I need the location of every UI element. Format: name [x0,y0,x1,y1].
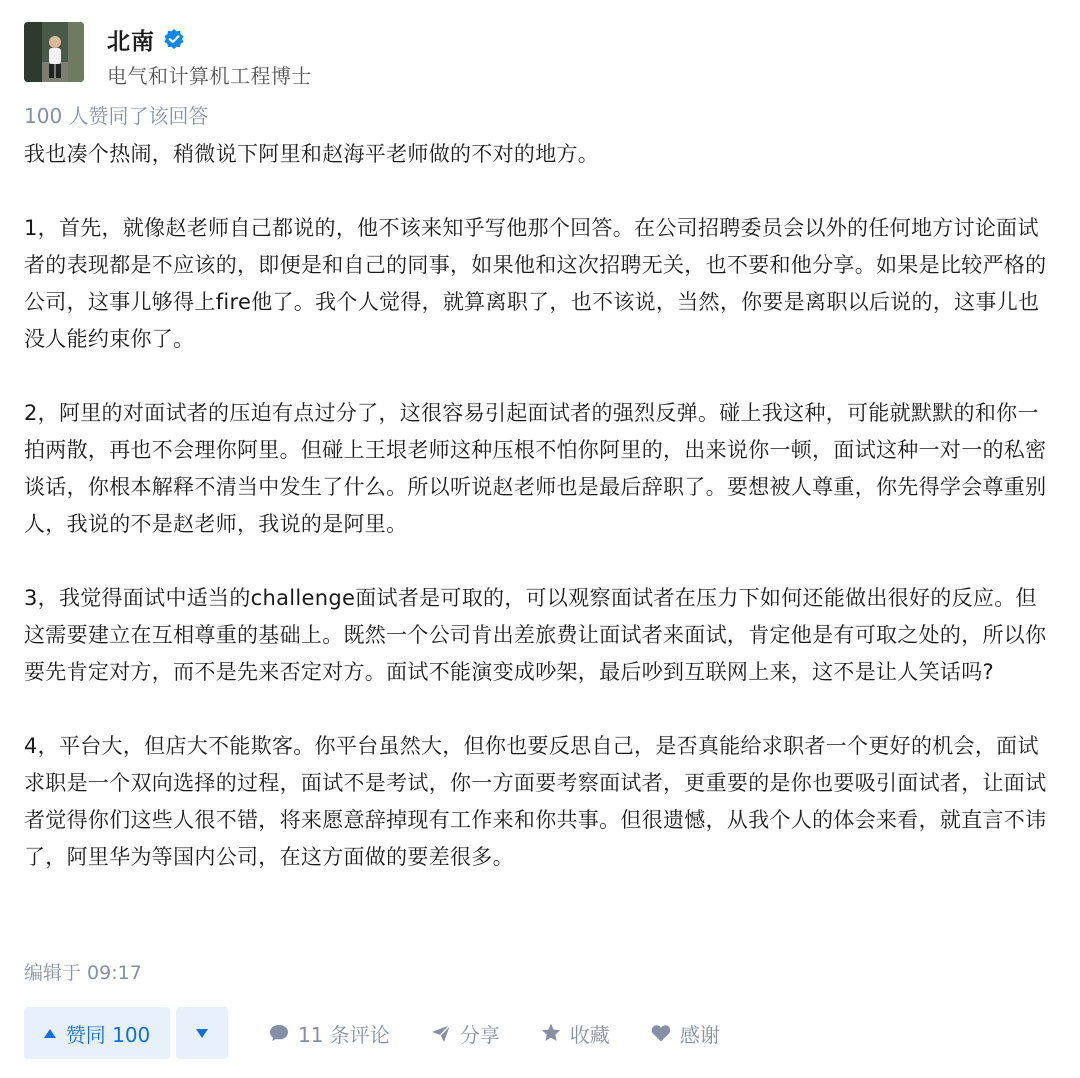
thanks-button[interactable] [650,1019,720,1048]
comment-icon [268,1022,290,1044]
upvote-button[interactable] [24,1007,170,1059]
author-name[interactable]: 北南 [107,28,155,55]
action-bar [24,1006,720,1060]
upvote-label: 赞同 100 [65,1022,151,1047]
answer-paragraph: 1，首先，就像赵老师自己都说的，他不该来知乎写他那个回答。在公司招聘委员会以外的任何地方讨论面试者的表现都是不应该的，即便是和自己的同事，如果他和这次招聘无关，也不要和他分享。如果是比较严格的公司，这事儿够得上fire他了。我个人觉得，就算离职了，也不该说，当然，你要是离职以后说的，这事儿也没人能约束你了。 [24,216,1047,351]
answer-paragraph: 3，我觉得面试中适当的challenge面试者是可取的，可以观察面试者在压力下如何还能做出很好的反应。但这需要建立在互相尊重的基础上。既然一个公司肯出差旅费让面试者来面试，肯定他是有可取之处的，所以你要先肯定对方，而不是先来否定对方。面试不能演变成吵架，最后吵到互联网上来，这不是让人笑话吗? [24,586,1047,684]
comments-button[interactable] [268,1019,390,1048]
upvote-arrow-icon [44,1029,56,1038]
favorite-label: 收藏 [569,1022,610,1047]
share-label: 分享 [459,1022,500,1047]
share-plane-icon [430,1022,452,1044]
comments-label: 11 条评论 [298,1022,390,1047]
downvote-arrow-icon [196,1029,208,1038]
favorite-button[interactable] [540,1019,610,1048]
author-info [107,22,312,89]
downvote-button[interactable] [176,1007,228,1059]
heart-icon [650,1022,672,1044]
author-name-line [107,24,312,54]
author-avatar[interactable] [24,22,84,82]
author-header [24,22,1054,88]
edit-time: 编辑于 09:17 [24,962,142,984]
answer-paragraph: 4，平台大，但店大不能欺客。你平台虽然大，但你也要反思自己，是否真能给求职者一个更好的机会，面试求职是一个双向选择的过程，面试不是考试，你一方面要考察面试者，更重要的是你也要吸引面试者，让面试者觉得你们这些人很不错，将来愿意辞掉现有工作来和你共事。但很遗憾，从我个人的体会来看，就直言不讳了，阿里华为等国内公司，在这方面做的要差很多。 [24,734,1047,869]
answer-paragraph: 我也凑个热闹，稍微说下阿里和赵海平老师做的不对的地方。 [24,142,600,166]
star-icon [540,1022,562,1044]
answer-paragraph: 2，阿里的对面试者的压迫有点过分了，这很容易引起面试者的强烈反弹。碰上我这种，可能就默默的和你一拍两散，再也不会理你阿里。但碰上王垠老师这种压根不怕你阿里的，出来说你一顿，面试这种一对一的私密谈话，你根本解释不清当中发生了什么。所以听说赵老师也是最后辞职了。要想被人尊重，你先得学会尊重别人，我说的不是赵老师，我说的是阿里。 [24,401,1047,536]
share-button[interactable] [430,1019,500,1048]
answer-content [24,136,1056,876]
thanks-label: 感谢 [679,1022,720,1047]
vote-summary: 100 人赞同了该回答 [24,104,209,128]
author-headline: 电气和计算机工程博士 [107,64,312,88]
verified-badge-icon [163,28,185,50]
